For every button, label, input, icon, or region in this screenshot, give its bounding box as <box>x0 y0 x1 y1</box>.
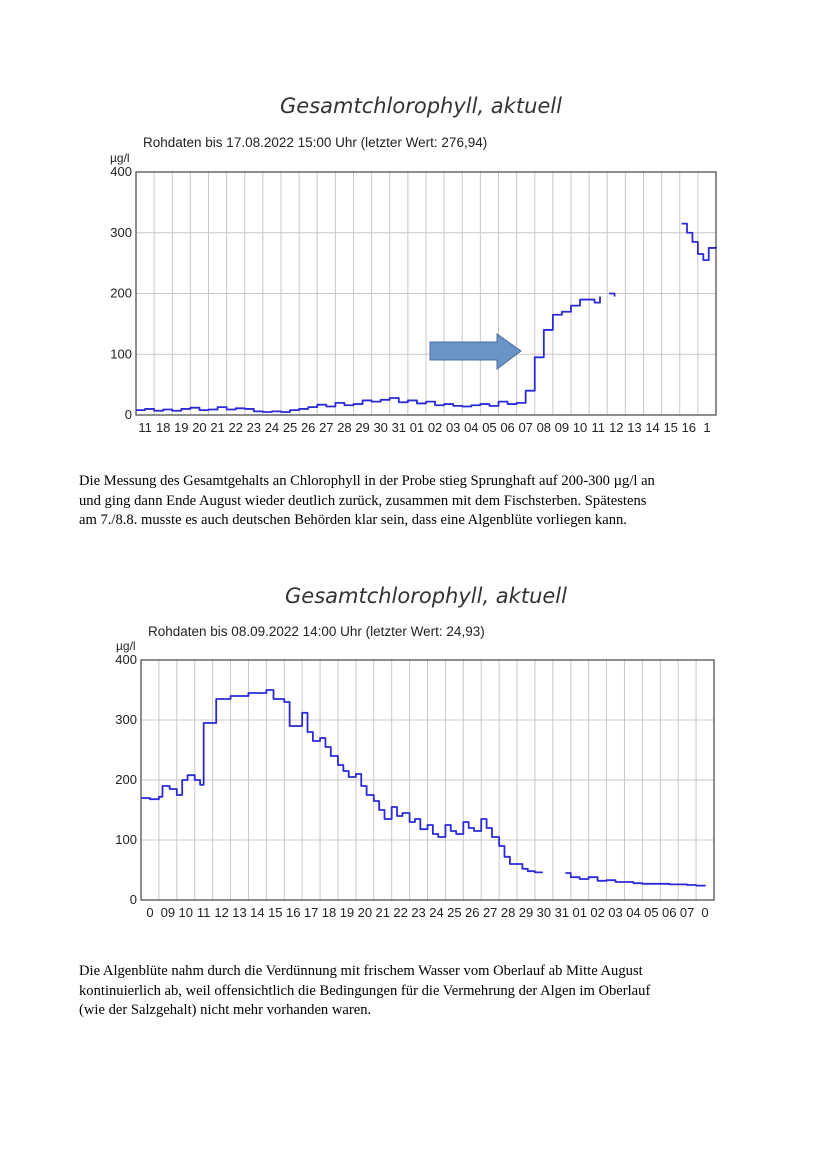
chart-1-xtick-label: 1 <box>703 420 711 435</box>
chart-1-xtick-label: 05 <box>482 420 497 435</box>
chart-2-xtick-label: 02 <box>590 905 605 920</box>
chart-2-series-line-2 <box>565 873 705 886</box>
chart-2-xtick-label: 01 <box>572 905 587 920</box>
chart-2-xtick-label: 13 <box>232 905 247 920</box>
chart-2-ytick-label: 100 <box>115 832 137 847</box>
paragraph-1-line-3: am 7./8.8. musste es auch deutschen Behörden klar sein, dass eine Algenblüte vorliegen kann. <box>79 512 627 528</box>
chart-2-xtick-label: 03 <box>608 905 623 920</box>
chart-2-xtick-label: 25 <box>447 905 462 920</box>
chart-2-xtick-label: 21 <box>375 905 390 920</box>
paragraph-2-line-3: (wie der Salzgehalt) nicht mehr vorhanden waren. <box>79 1002 372 1018</box>
chart-2-xtick-label: 05 <box>644 905 659 920</box>
chart-2-xtick-label: 26 <box>465 905 480 920</box>
chart-2-xtick-label: 17 <box>303 905 319 920</box>
chart-2-xtick-label: 18 <box>321 905 337 920</box>
chart-1-xtick-label: 18 <box>155 420 171 435</box>
chart-2-xtick-label: 20 <box>357 905 373 920</box>
paragraph-1-line-2: und ging dann Ende August wieder deutlich zurück, zusammen mit dem Fischsterben. Spätestens <box>79 492 647 509</box>
chart-2-xtick-label: 16 <box>285 905 301 920</box>
chart-2-xtick-label: 09 <box>160 905 176 920</box>
chart-1-xtick-label: 06 <box>500 420 515 435</box>
chart-2-xtick-label: 0 <box>146 905 154 920</box>
chart-1-title: Gesamtchlorophyll, aktuell <box>280 94 562 118</box>
chart-1-xtick-label: 12 <box>609 420 624 435</box>
chart-2-xtick-label: 14 <box>250 905 265 920</box>
chart-1-xtick-label: 09 <box>554 420 570 435</box>
chart-1-xtick-label: 31 <box>391 420 407 435</box>
chart-2-xtick-label: 23 <box>411 905 426 920</box>
chart-2-ytick-label: 300 <box>115 712 137 727</box>
chart-1-xtick-label: 29 <box>355 420 370 435</box>
chart-2-xtick-label: 30 <box>536 905 552 920</box>
chart-1-xtick-label: 15 <box>663 420 678 435</box>
chart-1-xtick-label: 04 <box>464 420 479 435</box>
chart-1-xtick-label: 11 <box>138 420 152 435</box>
paragraph-2-line-2: kontinuierlich ab, weil offensichtlich die Bedingungen für die Vermehrung der Algen im Oberlauf <box>79 982 651 999</box>
chart-1-xtick-label: 14 <box>645 420 660 435</box>
chart-1-xtick-label: 02 <box>427 420 443 435</box>
chart-1-xtick-label: 27 <box>319 420 334 435</box>
chart-1-xtick-label: 30 <box>373 420 388 435</box>
chart-1-xtick-label: 28 <box>337 420 352 435</box>
chart-1-xtick-label: 16 <box>681 420 697 435</box>
chart-2-xtick-label: 27 <box>482 905 498 920</box>
chart-2-unit-label: µg/l <box>116 639 136 653</box>
chart-1-xtick-label: 23 <box>246 420 262 435</box>
chart-2-xtick-label: 0 <box>701 905 709 920</box>
chart-2-xtick-label: 12 <box>214 905 229 920</box>
chart-1-unit-label: µg/l <box>110 151 130 165</box>
chart-2-xtick-label: 29 <box>518 905 534 920</box>
paragraph-2-line-1: Die Algenblüte nahm durch die Verdünnung mit frischem Wasser vom Oberlauf ab Mitte August <box>79 963 643 979</box>
chart-1-xtick-label: 08 <box>536 420 552 435</box>
chart-1-xtick-label: 03 <box>445 420 461 435</box>
chart-1-xtick-label: 01 <box>409 420 425 435</box>
chart-1-xtick-label: 25 <box>282 420 298 435</box>
chart-2-xtick-label: 15 <box>268 905 283 920</box>
chart-2-title: Gesamtchlorophyll, aktuell <box>285 584 567 608</box>
chart-2-xtick-label: 24 <box>429 905 444 920</box>
chart-2-xtick-label: 10 <box>178 905 193 920</box>
chart-1-ytick-label: 200 <box>110 285 132 301</box>
chart-2-xtick-label: 19 <box>339 905 355 920</box>
chart-1-xtick-label: 11 <box>591 420 605 435</box>
chart-1-ytick-label: 0 <box>124 407 132 422</box>
paragraph-1-line-1: Die Messung des Gesamtgehalts an Chlorophyll in der Probe stieg Sprunghaft auf 200-300 µg/l an <box>79 473 655 489</box>
chart-1-ytick-label: 100 <box>110 346 132 362</box>
chart-2-xtick-label: 31 <box>554 905 570 920</box>
chart-1-xtick-label: 10 <box>572 420 588 435</box>
chart-1-xtick-label: 13 <box>627 420 642 435</box>
paragraph-2 <box>79 962 751 1021</box>
chart-1-xtick-label: 19 <box>174 420 189 435</box>
chart-2-ytick-label: 0 <box>129 892 137 907</box>
chart-1-subtitle: Rohdaten bis 17.08.2022 15:00 Uhr (letzter Wert: 276,94) <box>143 135 488 150</box>
chart-2-xtick-label: 22 <box>393 905 408 920</box>
chart-1-xtick-label: 22 <box>228 420 243 435</box>
chart-2-xtick-label: 07 <box>679 905 695 920</box>
chart-2-xtick-label: 28 <box>500 905 516 920</box>
chart-1-ytick-label: 300 <box>110 224 132 240</box>
chart-2-xtick-label: 04 <box>626 905 641 920</box>
chart-2-subtitle: Rohdaten bis 08.09.2022 14:00 Uhr (letzter Wert: 24,93) <box>148 624 485 639</box>
chart-2-ytick-label: 400 <box>115 652 137 667</box>
chart-1-ytick-label: 400 <box>110 164 132 179</box>
chart-1-xtick-label: 24 <box>264 420 280 435</box>
chart-2-series-line-1 <box>141 690 542 873</box>
chart-1-xtick-label: 07 <box>518 420 533 435</box>
chart-1-xtick-label: 21 <box>210 420 225 435</box>
chart-1-xtick-label: 26 <box>300 420 316 435</box>
chart-2-ytick-label: 200 <box>115 772 137 787</box>
chart-2-xtick-label: 06 <box>662 905 677 920</box>
chart-1-xtick-label: 20 <box>192 420 207 435</box>
chart-2-xtick-label: 11 <box>196 905 211 920</box>
